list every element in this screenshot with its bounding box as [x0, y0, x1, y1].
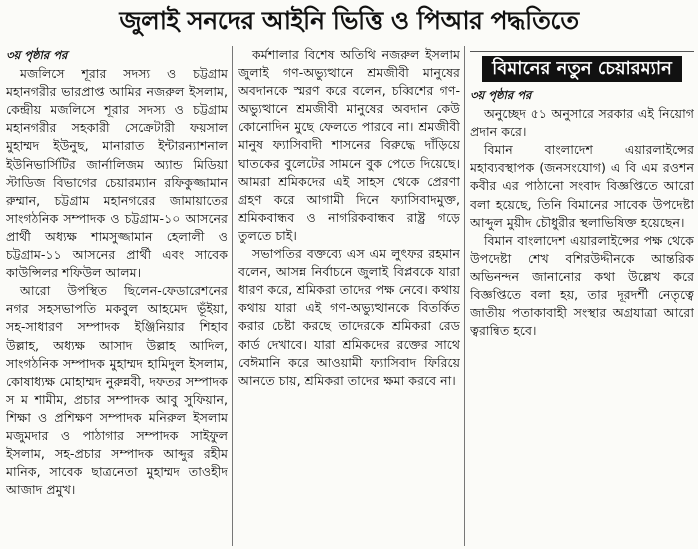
article-column-1: [6, 46, 228, 546]
section-divider: [470, 51, 694, 52]
article-column-3: [470, 46, 694, 546]
article-headline: জুলাই সনদের আইনি ভিত্তি ও পিআর পদ্ধতিতে: [119, 6, 579, 35]
article-paragraph: কর্মশালার বিশেষ অতিথি নজরুল ইসলাম জুলাই গণ-অভ্যুত্থানে শ্রমজীবী মানুষের অবদানকে স্মরণ করে বলেন, চব্বিশের গণ-অভ্যুত্থানে শ্রমজীবী মানুষের অবদান কেউ কোনোদিন মুছে ফেলতে পারবে না। শ্রমজীবী মানুষ ফ্যাসিবাদী শাসনের বিরুদ্ধে দাঁড়িয়ে ঘাতকের বুলেটের সামনে বুক পেতে দিয়েছে। আমরা শ্রমিকদের এই সাহস থেকে প্রেরণা গ্রহণ করে আগামী দিনে ফ্যাসিবাদমুক্ত, শ্রমিকবান্ধব ও নাগরিকবান্ধব রাষ্ট্র গড়ে তুলতে চাই।: [238, 47, 460, 243]
article-paragraph: আরো উপস্থিত ছিলেন-ফেডারেশনের নগর সহসভাপতি মকবুল আহমেদ ভূঁইয়া, সহ-সাধারণ সম্পাদক ইঞ্জিনিয়ার শিহাব উল্লাহ, অধ্যক্ষ আসাদ উল্লাহ আদিল, সাংগঠনিক সম্পাদক মুহাম্মদ হামিদুল ইসলাম, কোষাধ্যক্ষ মোহাম্মদ নুরুন্নবী, দফতর সম্পাদক স ম শামীম, প্রচার সম্পাদক আবু সুফিয়ান, শিক্ষা ও প্রশিক্ষণ সম্পাদক মনিরুল ইসলাম মজুমদার ও পাঠাগার সম্পাদক সাইফুল ইসলাম, সহ-প্রচার সম্পাদক আব্দুর রহীম মানিক, সাবেক ছাত্রনেতা মুহাম্মদ তাওহীদ আজাদ প্রমুখ।: [6, 283, 228, 498]
continuation-label: ৩য় পৃষ্ঠার পর: [470, 88, 532, 102]
article-paragraph: মজলিসে শূরার সদস্য ও চট্টগ্রাম মহানগরীর ভারপ্রাপ্ত আমির নজরুল ইসলাম, কেন্দ্রীয় মজলিসে শূরার সদস্য ও চট্টগ্রাম মহানগরীর সহকারী সেক্রেটারী ফয়সাল মুহাম্মদ ইউনুছ, মানারাত ইন্টারন্যাশনাল ইউনিভার্সিটির জার্নালিজম অ্যান্ড মিডিয়া স্টাডিজ বিভাগের চেয়ারম্যান রফিকুজ্জামান রুম্মান, চট্টগ্রাম মহানগরের জামায়াতের সাংগঠনিক সম্পাদক ও চট্টগ্রাম-১০ আসনের প্রার্থী অধ্যক্ষ শামসুজ্জামান হেলালী ও চট্টগ্রাম-১১ আসনের প্রার্থী এবং সাবেক কাউন্সিলর শফিউল আলম।: [6, 66, 228, 281]
column-divider: [464, 46, 465, 546]
article-paragraph: বিমান বাংলাদেশ এয়ারলাইন্সের মহাব্যবস্থাপক (জনসংযোগ) এ বি এম রওশন কবীর এর পাঠানো সংবাদ বিজ্ঞপ্তিতে আরো বলা হয়েছে, তিনি বিমানের সাবেক উপদেষ্টা আব্দুল মুয়ীদ চৌধুরীর স্থলাভিষিক্ত হয়েছেন।: [470, 142, 694, 230]
article-paragraph: বিমান বাংলাদেশ এয়ারলাইন্সের পক্ষ থেকে উপদেষ্টা শেখ বশিরউদ্দীনকে আন্তরিক অভিনন্দন জানানোর কথা উল্লেখ করে বিজ্ঞপ্তিতে বলা হয়, তার দূরদর্শী নেতৃত্বে জাতীয় পতাকাবাহী সংস্থার অগ্রযাত্রা আরো ত্বরান্বিত হবে।: [470, 232, 694, 339]
article-paragraph: সভাপতির বক্তব্যে এস এম লুৎফর রহমান বলেন, আসন্ন নির্বাচনে জুলাই বিপ্লবকে যারা ধারণ করে, শ্রমিকরা তাদের পক্ষ নেবে। কথায় কথায় যারা এই গণ-অভ্যুত্থানকে বিতর্কিত করার চেষ্টা করছে তাদেরকে শ্রমিকরা রেড কার্ড দেখাবে। যারা শ্রমিকদের রক্তের সাথে বেঈমানি করে আওয়ামী ফ্যাসিবাদ ফিরিয়ে আনতে চায়, শ্রমিকরা তাদের ক্ষমা করবে না।: [238, 246, 460, 388]
article-column-2: [238, 46, 460, 546]
column-divider: [232, 46, 233, 546]
story-headline: বিমানের নতুন চেয়ারম্যান: [482, 56, 682, 82]
article-paragraph: অনুচ্ছেদ ৫১ অনুসারে সরকার এই নিয়োগ প্রদান করে।: [470, 106, 694, 140]
continuation-label: ৩য় পৃষ্ঠার পর: [6, 48, 68, 62]
